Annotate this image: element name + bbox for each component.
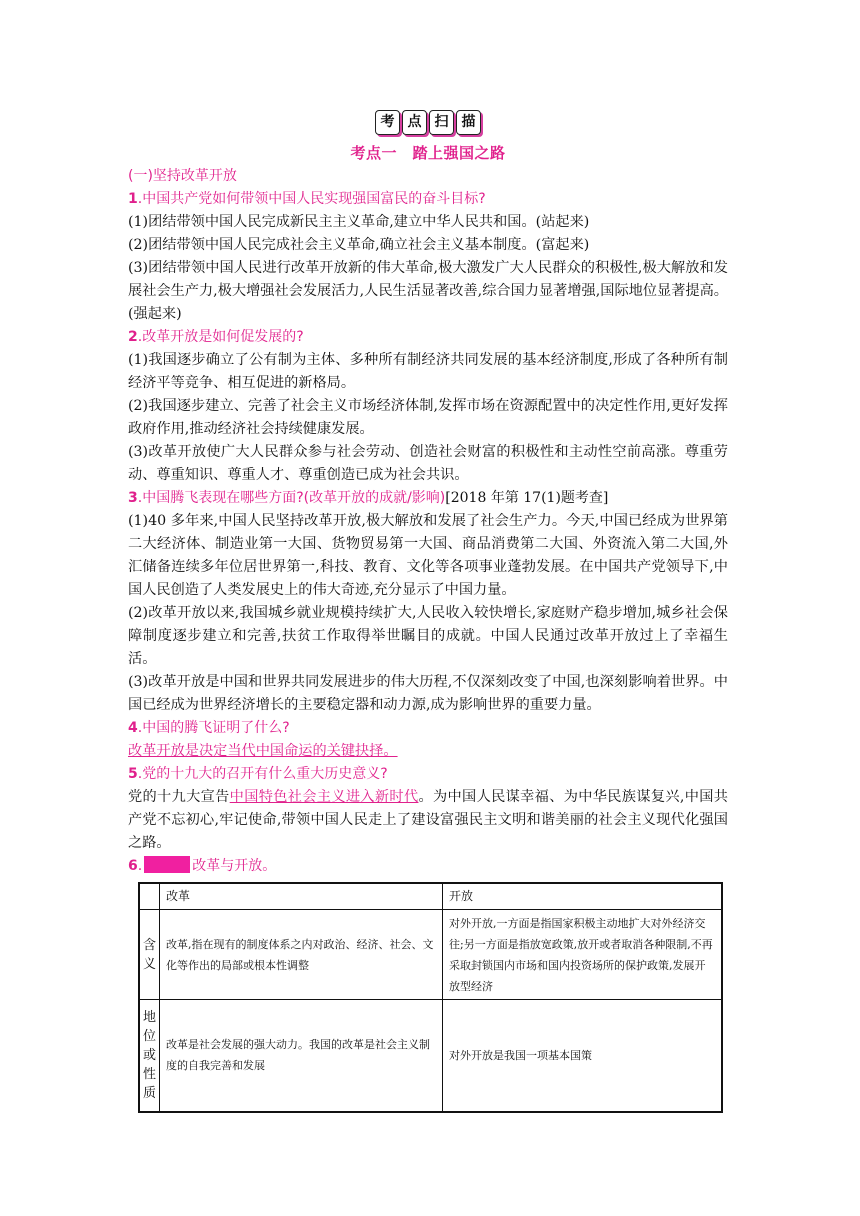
table-row [139, 1000, 722, 1112]
question-text: .中国共产党如何带领中国人民实现强国富民的奋斗目标? [137, 191, 486, 207]
table-cell: 改革,指在现有的制度体系之内对政治、经济、社会、文化等作出的局部或根本性调整 [160, 910, 443, 1000]
answer-paragraph: (1)团结带领中国人民完成新民主主义革命,建立中华人民共和国。(站起来) [128, 214, 590, 230]
banner-char: 考 [375, 110, 400, 135]
answer-paragraph: (2)我国逐步建立、完善了社会主义市场经济体制,发挥市场在资源配置中的决定性作用,更好发挥政府作用,推动经济社会持续健康发展。 [128, 398, 728, 437]
question-text: .中国的腾飞证明了什么? [137, 720, 290, 736]
table-header-row [139, 883, 722, 910]
table-corner-cell [139, 883, 160, 910]
question-dot: . [137, 858, 143, 874]
banner-char: 描 [456, 110, 481, 135]
question-number: 1 [128, 191, 138, 207]
answer-paragraph: (1)我国逐步确立了公有制为主体、多种所有制经济共同发展的基本经济制度,形成了各种所有制经济平等竞争、相互促进的新格局。 [128, 352, 728, 391]
question-1 [128, 188, 728, 211]
question-6 [128, 855, 728, 878]
table-row-label: 地位或性质 [139, 1000, 160, 1112]
answer-4-text: 改革开放是决定当代中国命运的关键抉择。 [128, 743, 398, 759]
question-3 [128, 487, 728, 510]
subsection-title: (一)坚持改革开放 [128, 168, 237, 184]
question-text: .党的十九大的召开有什么重大历史意义? [137, 766, 388, 782]
banner-char: 点 [402, 110, 427, 135]
banner-char: 扫 [429, 110, 454, 135]
comparison-table [138, 882, 723, 1113]
section-banner [128, 110, 728, 138]
answer-paragraph: (3)改革开放使广大人民群众参与社会劳动、创造社会财富的积极性和主动性空前高涨。尊重劳动、尊重知识、尊重人才、尊重创造已成为社会共识。 [128, 444, 728, 483]
question-4 [128, 717, 728, 740]
answer-paragraph: (3)团结带领中国人民进行改革开放新的伟大革命,极大激发广大人民群众的积极性,极大解放和发展社会生产力,极大增强社会发展活力,人民生活显著改善,综合国力显著增强,国际地位显著提高。(强起来) [128, 260, 728, 322]
answer-paragraph: (3)改革开放是中国和世界共同发展进步的伟大历程,不仅深刻改变了中国,也深刻影响着世界。中国已经成为世界经济增长的主要稳定器和动力源,成为影响世界的重要力量。 [128, 674, 728, 713]
answer-paragraph: (2)改革开放以来,我国城乡就业规模持续扩大,人民收入较快增长,家庭财产稳步增加,城乡社会保障制度逐步建立和完善,扶贫工作取得举世瞩目的成就。中国人民通过改革开放过上了幸福生活。 [128, 605, 728, 667]
question-text: .中国腾飞表现在哪些方面?(改革开放的成就/影响) [137, 490, 446, 506]
answer-4 [128, 740, 728, 763]
answer-paragraph: (2)团结带领中国人民完成社会主义革命,确立社会主义基本制度。(富起来) [128, 237, 590, 253]
answer-5-highlight: 中国特色社会主义进入新时代 [229, 789, 419, 805]
table-header-cell: 开放 [443, 883, 722, 910]
fill-in-blank [144, 856, 190, 873]
answer-5 [128, 786, 728, 855]
question-number: 4 [128, 720, 138, 736]
question-number: 5 [128, 766, 138, 782]
document-page [128, 110, 728, 1113]
question-2 [128, 326, 728, 349]
answer-5-post: 。为中国人民谋幸福、为中华民族谋复兴,中国共产党不忘初心,牢记使命,带领中国人民走上了建设富强民主文明和谐美丽的社会主义现代化强国之路。 [128, 789, 728, 851]
table-cell: 对外开放是我国一项基本国策 [443, 1000, 722, 1112]
question-number: 3 [128, 490, 138, 506]
table-row [139, 910, 722, 1000]
exam-note: [2018 年第 17(1)题考查] [445, 490, 609, 506]
question-text: .改革开放是如何促发展的? [137, 329, 304, 345]
question-number: 6 [128, 858, 138, 874]
table-cell: 改革是社会发展的强大动力。我国的改革是社会主义制度的自我完善和发展 [160, 1000, 443, 1112]
question-number: 2 [128, 329, 138, 345]
answer-paragraph: (1)40 多年来,中国人民坚持改革开放,极大解放和发展了社会生产力。今天,中国已经成为世界第二大经济体、制造业第一大国、货物贸易第一大国、商品消费第二大国、外资流入第二大国,外汇储备连续多年位居世界第一,科技、教育、文化等各项事业蓬勃发展。在中国共产党领导下,中国人民创造了人类发展史上的伟大奇迹,充分显示了中国力量。 [128, 513, 728, 598]
answer-5-pre: 党的十九大宣告 [128, 789, 230, 805]
question-5 [128, 763, 728, 786]
table-cell: 对外开放,一方面是指国家积极主动地扩大对外经济交往;另一方面是指放宽政策,放开或者取消各种限制,不再采取封锁国内市场和国内投资场所的保护政策,发展开放型经济 [443, 910, 722, 1000]
table-header-cell: 改革 [160, 883, 443, 910]
table-row-label: 含义 [139, 910, 160, 1000]
section-title: 考点一 踏上强国之路 [350, 144, 506, 162]
question-text: 改革与开放。 [192, 858, 277, 874]
